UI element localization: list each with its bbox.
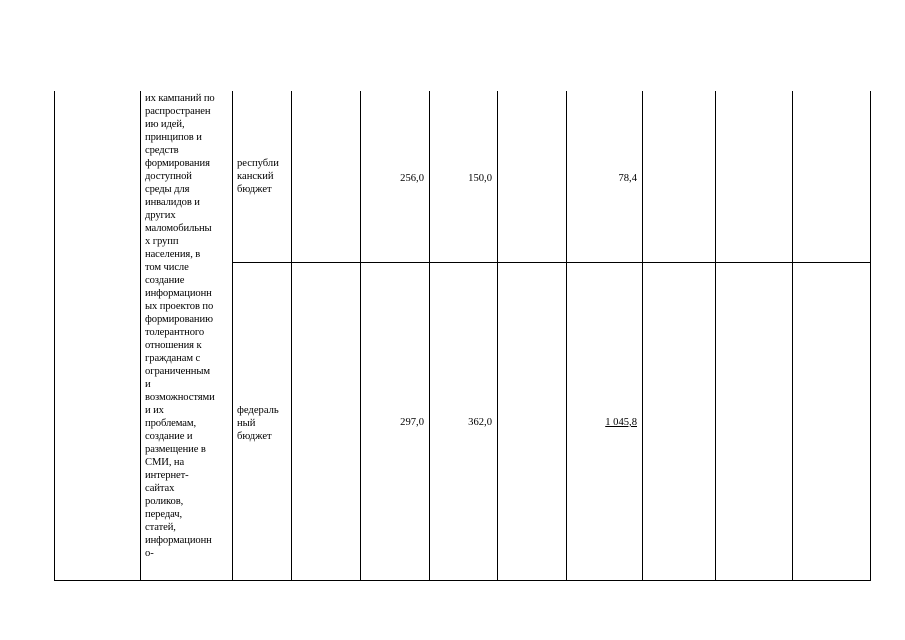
column-divider bbox=[140, 91, 141, 581]
table-border-bottom bbox=[54, 580, 871, 581]
column-divider bbox=[291, 91, 292, 581]
value-federal-col4: 297,0 bbox=[400, 417, 424, 428]
column-divider bbox=[497, 91, 498, 581]
column-divider bbox=[360, 91, 361, 581]
column-divider bbox=[715, 91, 716, 581]
column-divider bbox=[642, 91, 643, 581]
table-border-right bbox=[870, 91, 871, 581]
value-federal-col7: 1 045,8 bbox=[605, 417, 637, 428]
funding-source-federal: федераль ный бюджет bbox=[237, 405, 279, 442]
value-regional-col4: 256,0 bbox=[400, 173, 424, 184]
row-divider bbox=[232, 262, 871, 263]
column-divider bbox=[566, 91, 567, 581]
value-regional-col5: 150,0 bbox=[468, 173, 492, 184]
value-regional-col7: 78,4 bbox=[618, 173, 637, 184]
column-divider bbox=[429, 91, 430, 581]
funding-source-regional: республи канский бюджет bbox=[237, 158, 279, 195]
column-divider bbox=[792, 91, 793, 581]
measure-description: их кампаний по распространен ию идей, принципов и средств формирования доступной среды для инвалидов и других маломобильны х групп населения, в том числе создание информационн ых проектов по формированию толерантного отношения к гражданам с ограниченным и возможностями и их проблемам, создание и размещение в СМИ, на интернет- сайтах роликов, передач, статей, информационн о- bbox=[145, 93, 215, 559]
value-federal-col5: 362,0 bbox=[468, 417, 492, 428]
table-border-left bbox=[54, 91, 55, 581]
